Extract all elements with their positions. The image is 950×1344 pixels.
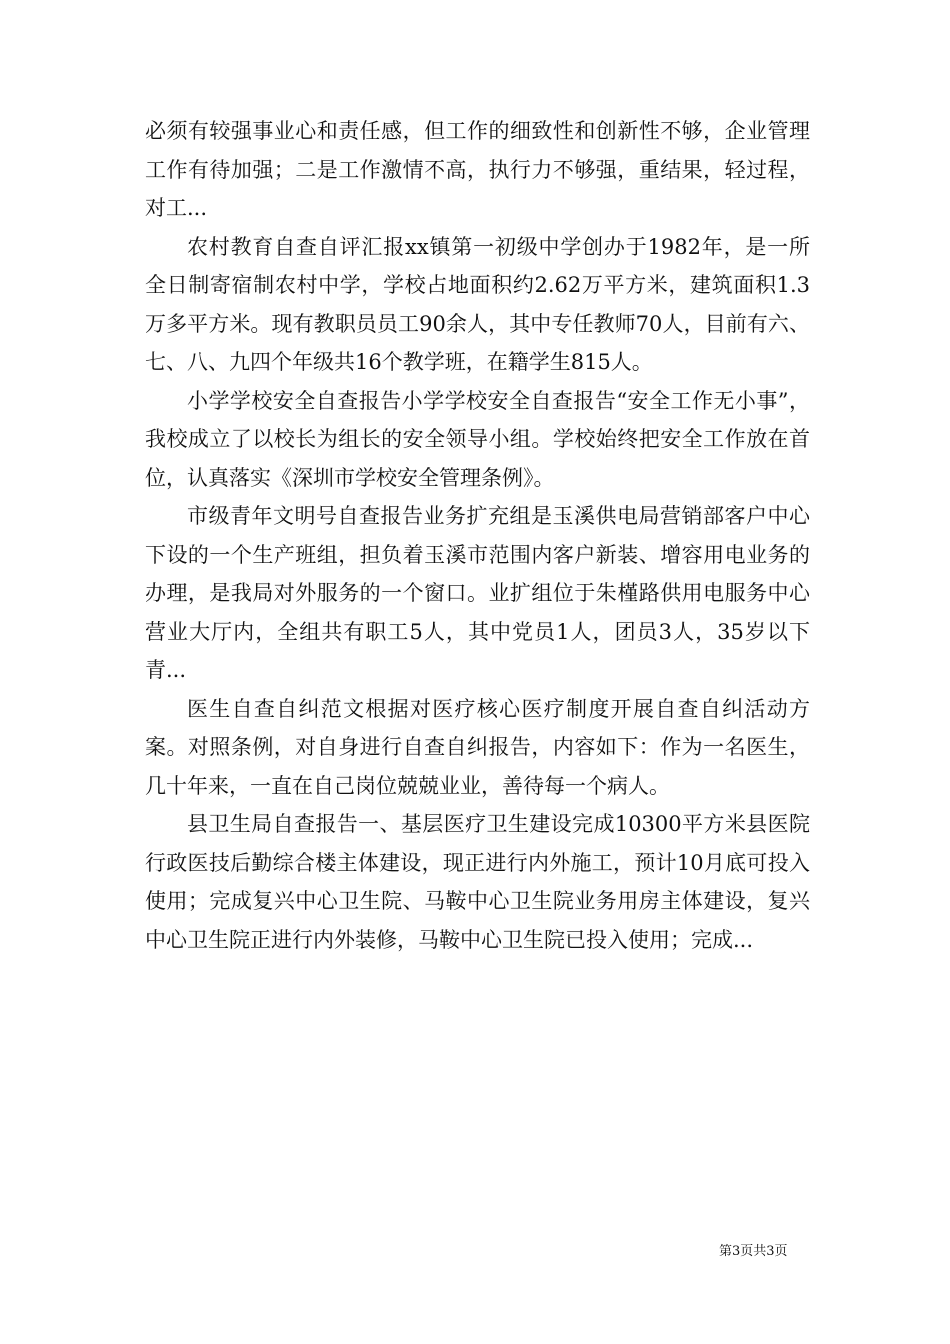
paragraph-rural-education: 农村教育自查自评汇报xx镇第一初级中学创办于1982年，是一所全日制寄宿制农村中学，学校占地面积约2.62万平方米，建筑面积1.3万多平方米。现有教职员员工90余人，其中专任教师70人，目前有六、七、八、九四个年级共16个教学班，在籍学生815人。	[145, 234, 810, 374]
paragraph-health-bureau: 县卫生局自查报告一、基层医疗卫生建设完成10300平方米县医院行政医技后勤综合楼主体建设，现正进行内外施工，预计10月底可投入使用；完成复兴中心卫生院、马鞍中心卫生院业务用房主体建设，复兴中心卫生院正进行内外装修，马鞍中心卫生院已投入使用；完成...	[145, 812, 810, 952]
page-number: 第3页共3页	[719, 1244, 788, 1259]
paragraph-youth-civilization: 市级青年文明号自查报告业务扩充组是玉溪供电局营销部客户中心下设的一个生产班组，担负着玉溪市范围内客户新装、增容用电业务的办理，是我局对外服务的一个窗口。业扩组位于朱槿路供用电服务中心营业大厅内，全组共有职工5人，其中党员1人，团员3人，35岁以下青...	[145, 504, 810, 682]
paragraph-doctor-self-check: 医生自查自纠范文根据对医疗核心医疗制度开展自查自纠活动方案。对照条例，对自身进行自查自纠报告，内容如下：作为一名医生，几十年来，一直在自己岗位兢兢业业，善待每一个病人。	[145, 696, 810, 798]
document-body	[145, 112, 810, 959]
paragraph-continuation: 必须有较强事业心和责任感，但工作的细致性和创新性不够，企业管理工作有待加强；二是工作激情不高，执行力不够强，重结果，轻过程，对工...	[145, 119, 810, 220]
paragraph-school-safety: 小学学校安全自查报告小学学校安全自查报告“安全工作无小事”，我校成立了以校长为组长的安全领导小组。学校始终把安全工作放在首位，认真落实《深圳市学校安全管理条例》。	[145, 388, 810, 490]
